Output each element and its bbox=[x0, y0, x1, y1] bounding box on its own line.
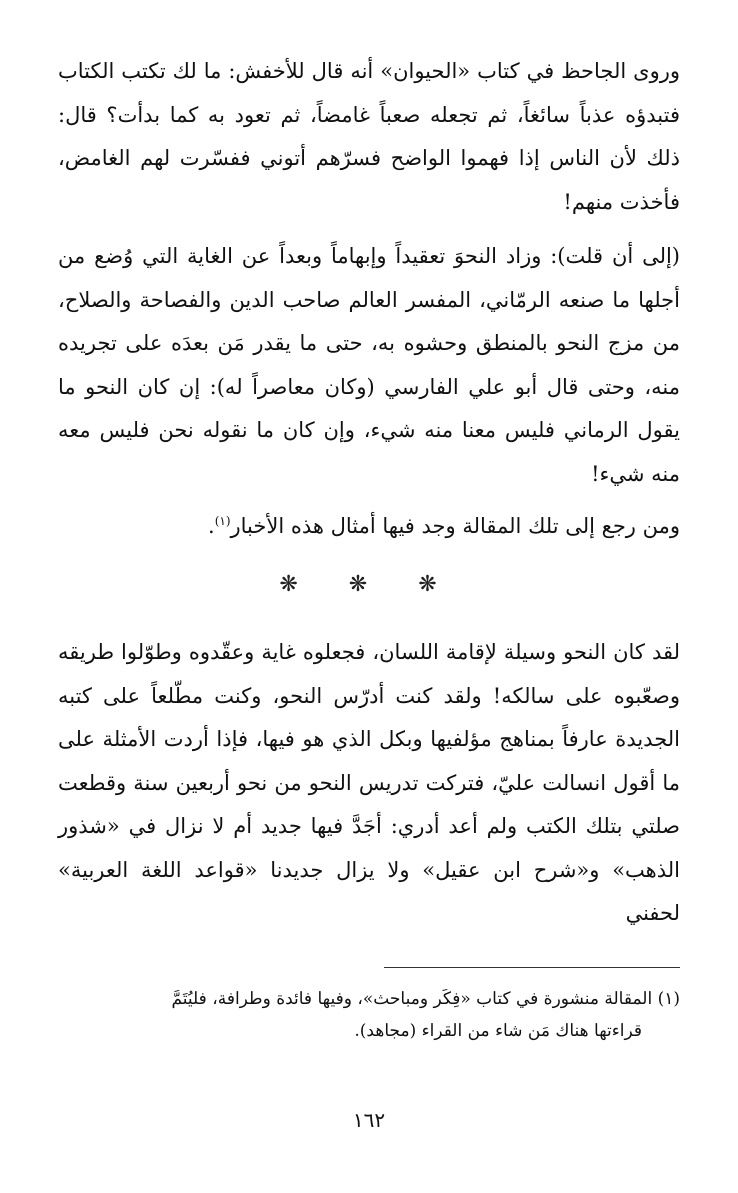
footnote-line-1: (١) المقالة منشورة في كتاب «فِكَر ومباحث»، وفيها فائدة وطرافة، فليُتَمَّ bbox=[171, 989, 680, 1009]
footnote-line-2: قراءتها هناك مَن شاء من القراء (مجاهد). bbox=[354, 1021, 642, 1041]
paragraph-article-reference bbox=[58, 505, 680, 549]
footnote bbox=[58, 983, 680, 1047]
paragraph-article-period: . bbox=[208, 514, 215, 538]
paragraph-article-text: ومن رجع إلى تلك المقالة وجد فيها أمثال هذه الأخبار bbox=[230, 514, 680, 538]
paragraph-jahiz-akhfash: وروى الجاحظ في كتاب «الحيوان» أنه قال للأخفش: ما لك تكتب الكتاب فتبدؤه عذباً سائغاً، ثم تجعله صعباً غامضاً، ثم تعود به كما بدأت؟ قال: ذلك لأن الناس إذا فهموا الواضح فسرّهم أتوني ففسّرت لهم الغامض، فأخذت منهم! bbox=[58, 59, 680, 214]
page-number: ١٦٢ bbox=[352, 1108, 386, 1132]
paragraph-rummani: (إلى أن قلت): وزاد النحوَ تعقيداً وإبهاماً وبعداً عن الغاية التي وُضع من أجلها ما صنعه الرمّاني، المفسر العالم صاحب الدين والفصاحة والصلاح، من مزج النحو بالمنطق وحشوه به، حتى ما يقدر مَن بعدَه على تجريده منه، وحتى قال أبو علي الفارسي (وكان معاصراً له): إن كان النحو ما يقول الرماني فليس معنا منه شيء، وإن كان ما نقوله نحن فليس معه منه شيء! bbox=[58, 244, 680, 486]
section-separator-asterisks: ❋ ❋ ❋ bbox=[279, 572, 459, 597]
paragraph-grammar-teaching: لقد كان النحو وسيلة لإقامة اللسان، فجعلوه غاية وعقّدوه وطوّلوا طريقه وصعّبوه على سالكه! ولقد كنت أدرّس النحو، وكنت مطّلعاً على كتبه الجديدة عارفاً بمناهج مؤلفيها وبكل الذي هو فيها، فإذا أردت الأمثلة على ما أقول انسالت عليّ، فتركت تدريس النحو من نحو أربعين سنة وقطعت صلتي بتلك الكتب ولم أعد أدري: أجَدَّ فيها جديد أم لا نزال في «شذور الذهب» و«شرح ابن عقيل» ولا يزال جديدنا «قواعد اللغة العربية» لحفني bbox=[58, 640, 680, 925]
footnote-reference-marker: (١) bbox=[214, 514, 231, 528]
footnote-divider-line bbox=[384, 967, 680, 968]
